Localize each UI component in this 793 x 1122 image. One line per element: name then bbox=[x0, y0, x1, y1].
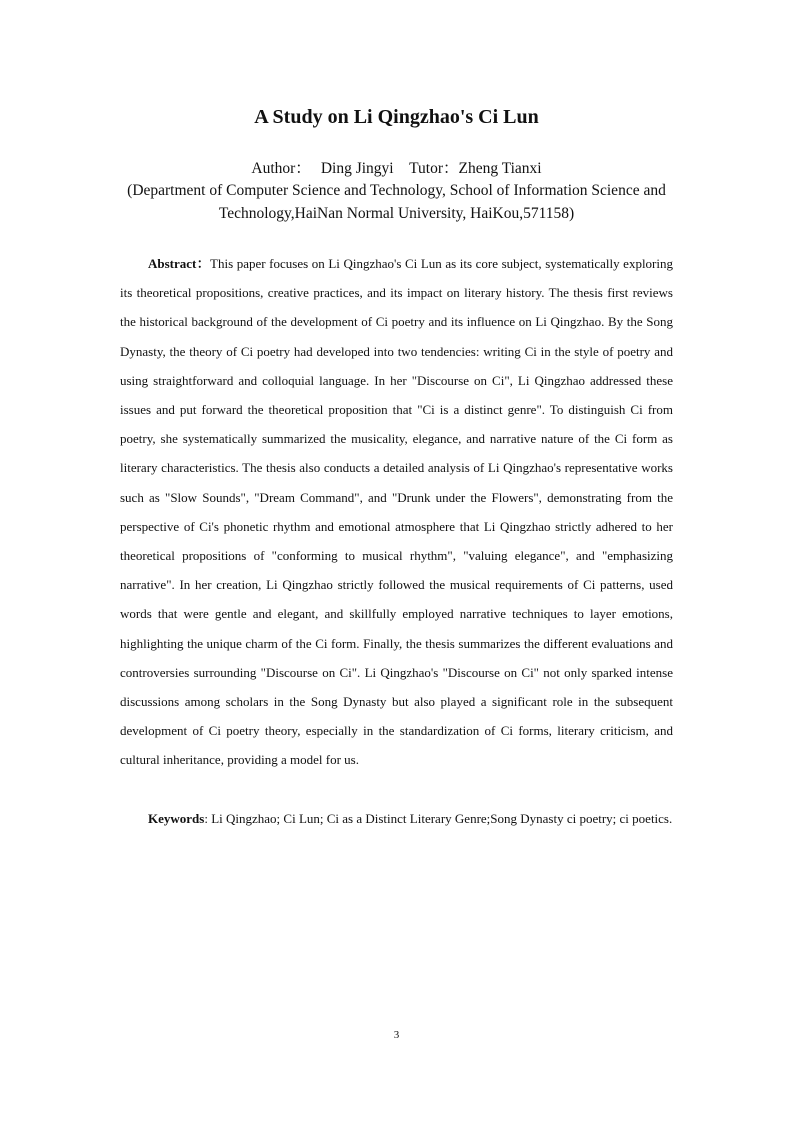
author-line bbox=[0, 158, 793, 180]
abstract-label: Abstract： bbox=[148, 256, 211, 271]
tutor-label: Tutor： bbox=[409, 160, 459, 177]
author-name: Ding Jingyi bbox=[320, 160, 394, 177]
abstract-text: This paper focuses on Li Qingzhao's Ci Lun as its core subject, systematically exploring its theoretical propositions, creative practices, and its impact on literary history. The thesis first reviews the historical background of the development of Ci poetry and its influence on Li Qingzhao. By the Song Dynasty, the theory of Ci poetry had developed into two tendencies: writing Ci in the style of poetry and using straightforward and colloquial language. In her "Discourse on Ci", Li Qingzhao addressed these issues and put forward the theoretical proposition that "Ci is a distinct genre". To distinguish Ci from poetry, she systematically summarized the musicality, elegance, and narrative nature of the Ci form as literary characteristics. The thesis also conducts a detailed analysis of Li Qingzhao's representative works such as "Slow Sounds", "Dream Command", and "Drunk under the Flowers", demonstrating from the perspective of Ci's phonetic rhythm and emotional atmosphere that Li Qingzhao strictly adhered to her theoretical propositions of "conforming to musical rhythm", "valuing elegance", and "emphasizing narrative". In her creation, Li Qingzhao strictly followed the musical requirements of Ci patterns, used words that were gentle and elegant, and skillfully employed narrative techniques to layer emotions, highlighting the unique charm of the Ci form. Finally, the thesis summarizes the different evaluations and controversies surrounding "Discourse on Ci". Li Qingzhao's "Discourse on Ci" not only sparked intense discussions among scholars in the Song Dynasty but also played a significant role in the subsequent development of Ci poetry theory, especially in the standardization of Ci forms, literary criticism, and cultural inheritance, providing a model for us. bbox=[120, 256, 673, 768]
page-number: 3 bbox=[393, 1029, 400, 1041]
affiliation: (Department of Computer Science and Technology, School of Information Science and Technology,HaiNan Normal University, HaiKou,571158) bbox=[127, 182, 666, 222]
keywords-text: : Li Qingzhao; Ci Lun; Ci as a Distinct Literary Genre;Song Dynasty ci poetry; ci poetics. bbox=[204, 811, 673, 826]
author-label: Author： bbox=[251, 160, 311, 177]
tutor-name: Zheng Tianxi bbox=[458, 160, 542, 177]
keywords-paragraph bbox=[120, 804, 673, 833]
keywords-label: Keywords bbox=[148, 811, 205, 826]
paper-title: A Study on Li Qingzhao's Ci Lun bbox=[254, 106, 539, 128]
abstract-paragraph bbox=[120, 249, 673, 775]
